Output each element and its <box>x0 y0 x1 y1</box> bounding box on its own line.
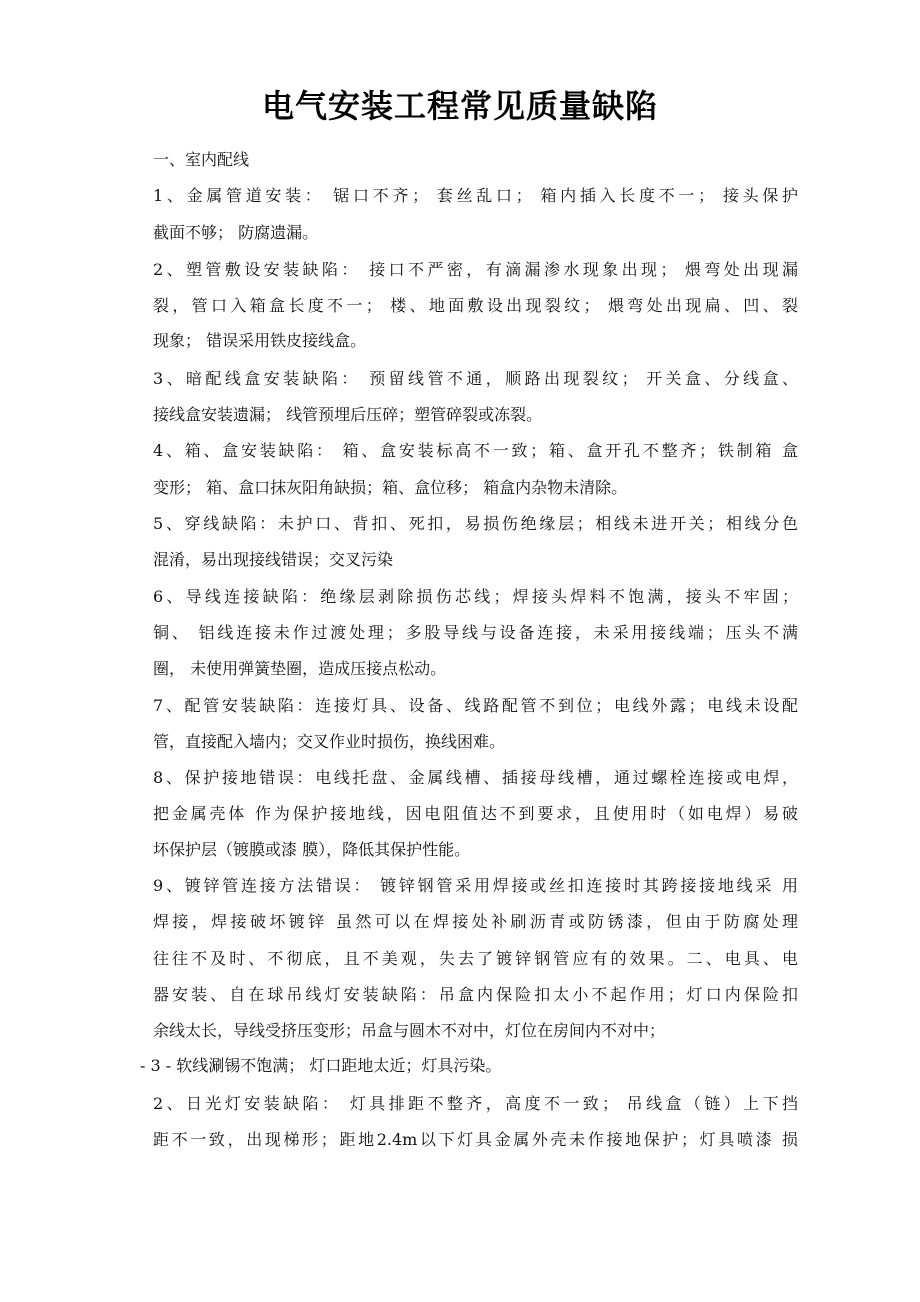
paragraph-line: 4、箱、盒安装缺陷： 箱、盒安装标高不一致；箱、盒开孔不整齐；铁制箱 盒 <box>153 441 798 460</box>
paragraph-line: 距不一致，出现梯形；距地2.4m以下灯具金属外壳未作接地保护；灯具喷漆 损 <box>153 1130 798 1149</box>
section-heading: 一、室内配线 <box>153 150 250 169</box>
paragraph-line: 圈， 未使用弹簧垫圈，造成压接点松动。 <box>153 659 447 678</box>
paragraph-line: 2、塑管敷设安装缺陷： 接口不严密，有滴漏渗水现象出现； 煨弯处出现漏 <box>153 260 798 279</box>
paragraph-line: 余线太长，导线受挤压变形；吊盒与圆木不对中，灯位在房间内不对中； <box>153 1021 666 1040</box>
paragraph-line: 6、导线连接缺陷：绝缘层剥除损伤芯线；焊接头焊料不饱满，接头不牢固； <box>153 587 798 606</box>
paragraph-line: 把金属壳体 作为保护接地线，因电阻值达不到要求，且使用时（如电焊）易破 <box>153 804 798 823</box>
paragraph-line: 5、穿线缺陷：未护口、背扣、死扣，易损伤绝缘层；相线未进开关；相线分色 <box>153 514 798 533</box>
paragraph-line: 裂，管口入箱盒长度不一； 楼、地面敷设出现裂纹； 煨弯处出现扁、凹、裂 <box>153 296 798 315</box>
paragraph-line: 8、保护接地错误：电线托盘、金属线槽、插接母线槽，通过螺栓连接或电焊， <box>153 768 798 787</box>
paragraph-line: 接线盒安装遗漏； 线管预埋后压碎；塑管碎裂或冻裂。 <box>153 405 543 424</box>
paragraph-line: 混淆，易出现接线错误；交叉污染 <box>153 550 394 569</box>
paragraph-line: 现象； 错误采用铁皮接线盒。 <box>153 331 367 350</box>
paragraph-line: 焊接，焊接破坏镀锌 虽然可以在焊接处补刷沥青或防锈漆，但由于防腐处理 <box>153 912 798 931</box>
paragraph-line: 坏保护层（镀膜或漆 膜），降低其保护性能。 <box>153 840 471 859</box>
page-number-line: - 3 - 软线涮锡不饱满； 灯口距地太近；灯具污染。 <box>140 1056 502 1075</box>
paragraph-line: 铜、 铝线连接未作过渡处理；多股导线与设备连接，未采用接线端；压头不满 <box>153 623 798 642</box>
paragraph-line: 截面不够； 防腐遗漏。 <box>153 223 319 242</box>
paragraph-line: 器安装、自在球吊线灯安装缺陷：吊盒内保险扣太小不起作用；灯口内保险扣 <box>153 985 798 1004</box>
paragraph-line: 9、镀锌管连接方法错误： 镀锌钢管采用焊接或丝扣连接时其跨接接地线采 用 <box>153 876 798 895</box>
paragraph-line: 3、暗配线盒安装缺陷： 预留线管不通，顺路出现裂纹； 开关盒、分线盒、 <box>153 369 798 388</box>
paragraph-line: 2、日光灯安装缺陷： 灯具排距不整齐，高度不一致； 吊线盒（链）上下挡 <box>153 1094 798 1113</box>
paragraph-line: 往往不及时、不彻底，且不美观，失去了镀锌钢管应有的效果。二、电具、电 <box>153 949 798 968</box>
paragraph-line: 变形； 箱、盒口抹灰阳角缺损；箱、盒位移； 箱盒内杂物未清除。 <box>153 478 628 497</box>
paragraph-line: 管，直接配入墙内；交叉作业时损伤，换线困难。 <box>153 732 506 751</box>
document-title: 电气安装工程常见质量缺陷 <box>261 87 658 125</box>
paragraph-line: 7、配管安装缺陷：连接灯具、设备、线路配管不到位；电线外露；电线未设配 <box>153 696 798 715</box>
paragraph-line: 1、金属管道安装： 锯口不齐； 套丝乱口； 箱内插入长度不一； 接头保护 <box>153 186 798 205</box>
